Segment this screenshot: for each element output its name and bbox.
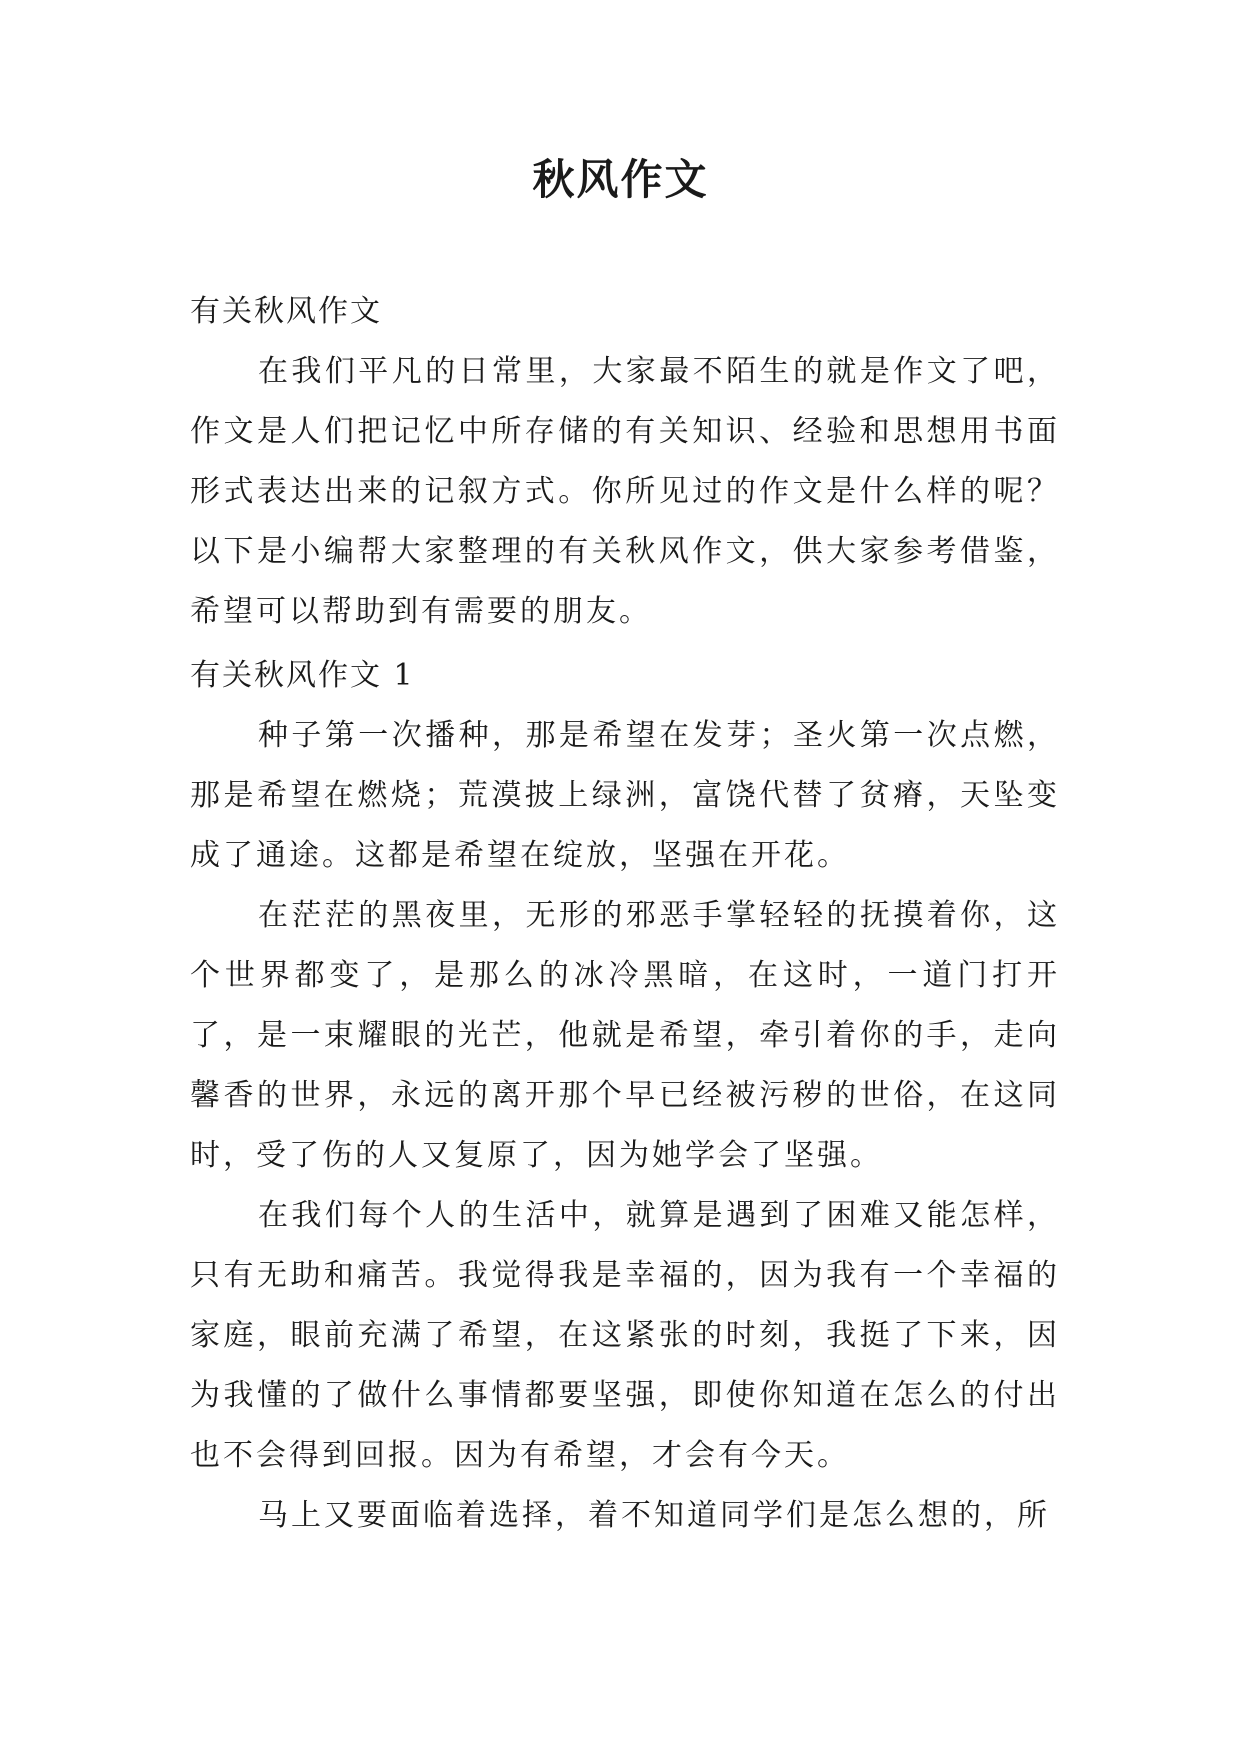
- section-1-paragraph-3: 在我们每个人的生活中，就算是遇到了困难又能怎样，只有无助和痛苦。我觉得我是幸福的，因为我有一个幸福的家庭，眼前充满了希望，在这紧张的时刻，我挺了下来，因为我懂的了做什么事情都要坚强，即使你知道在怎么的付出也不会得到回报。因为有希望，才会有今天。: [190, 1198, 1060, 1473]
- section-1-paragraph-4: 马上又要面临着选择，着不知道同学们是怎么想的，所: [258, 1498, 1050, 1533]
- section-1-paragraph-2: 在茫茫的黑夜里，无形的邪恶手掌轻轻的抚摸着你，这个世界都变了，是那么的冰冷黑暗，在这时，一道门打开了，是一束耀眼的光芒，他就是希望，牵引着你的手，走向馨香的世界，永远的离开那个早已经被污秽的世俗，在这同时，受了伤的人又复原了，因为她学会了坚强。: [190, 898, 1060, 1173]
- section-1: [190, 646, 1060, 1546]
- section-1-paragraph-1: 种子第一次播种，那是希望在发芽；圣火第一次点燃，那是希望在燃烧；荒漠披上绿洲，富饶代替了贫瘠，天坠变成了通途。这都是希望在绽放，坚强在开花。: [190, 718, 1060, 873]
- section-1-heading: 有关秋风作文 1: [190, 658, 415, 693]
- intro-section: [190, 282, 1060, 642]
- intro-paragraph: 在我们平凡的日常里，大家最不陌生的就是作文了吧，作文是人们把记忆中所存储的有关知识、经验和思想用书面形式表达出来的记叙方式。你所见过的作文是什么样的呢？以下是小编帮大家整理的有关秋风作文，供大家参考借鉴，希望可以帮助到有需要的朋友。: [190, 354, 1060, 629]
- intro-heading: 有关秋风作文: [190, 294, 382, 329]
- document-title: 秋风作文: [532, 155, 709, 204]
